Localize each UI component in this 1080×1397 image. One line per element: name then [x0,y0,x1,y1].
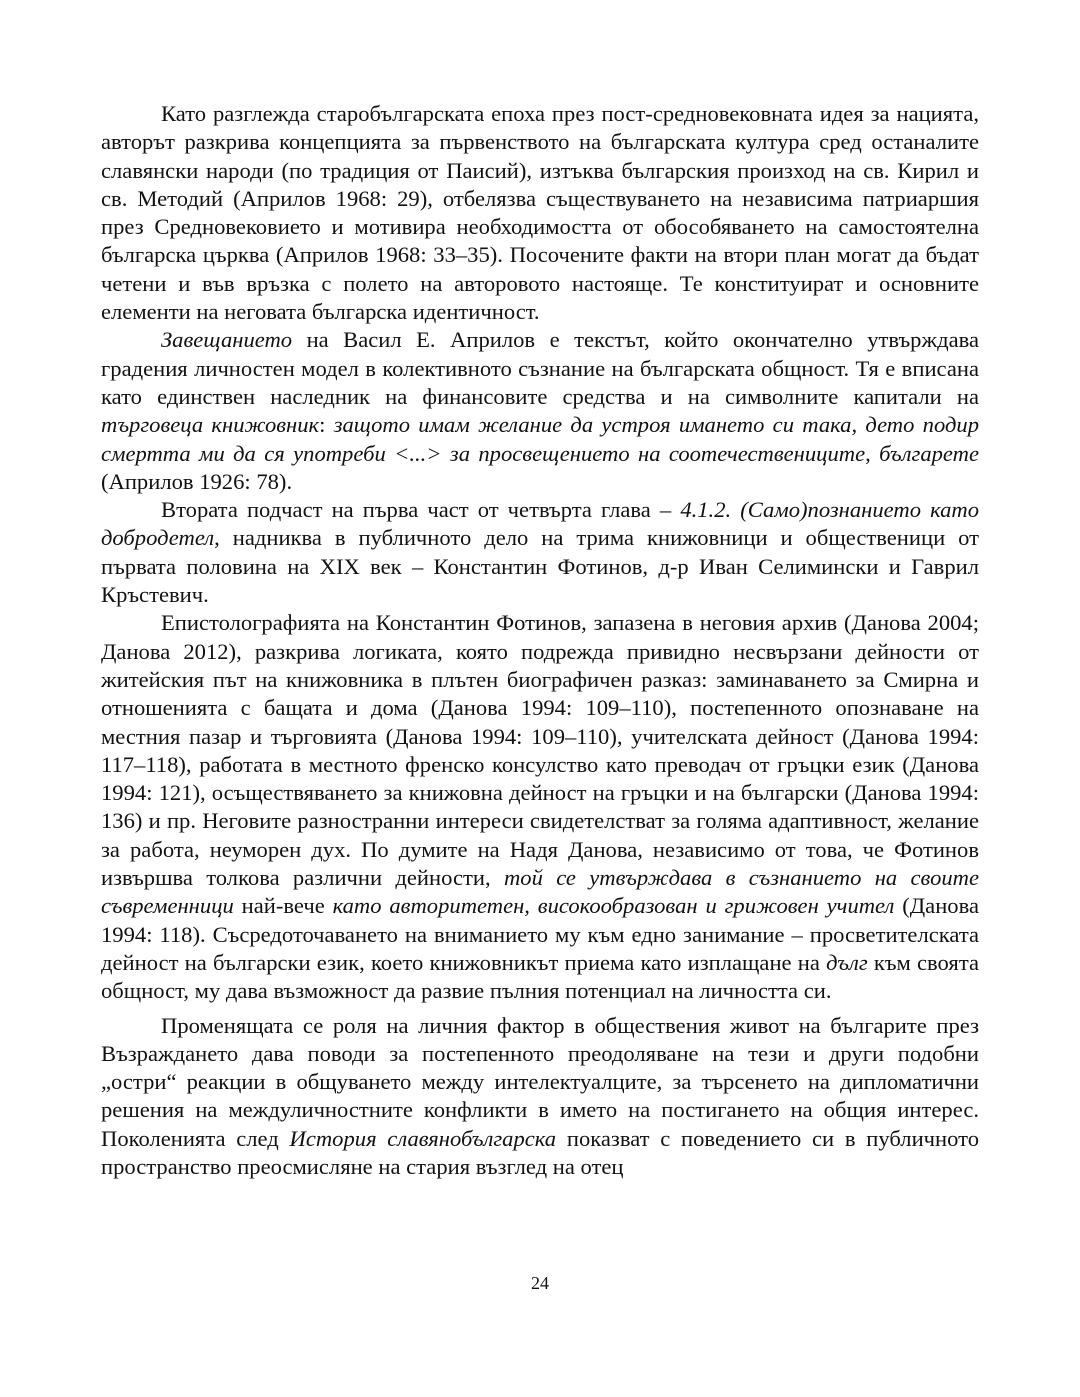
text-segment: Като разглежда старобългарската епоха през пост-средновековната идея за нацията, авторът разкрива концепцията за първенството на българската култура сред останалите славянски народи (по традиция от Паисий), изтъква българския произход на св. Кирил и св. Методий (Априлов 1968: 29), отбелязва съществуването на независима патриаршия през Средновековието и мотивира необходимостта от обособяването на самостоятелна българска църква (Априлов 1968: 33–35). Посочените факти на втори план могат да бъдат четени и във връзка с полето на авторовото настояще. Те конституират и основните елементи на неговата българска идентичност. [101,101,979,325]
paragraph-5 [101,1012,979,1182]
text-segment-italic: Завещанието [161,327,293,353]
text-segment: (Данова 1994: 118). Съсредоточаването на вниманието му към едно занимание – просветителската дейност на български език, което книжовникът приема като изплащане на [101,893,979,975]
document-page [101,100,979,1181]
paragraph-2 [101,326,979,496]
text-segment-italic: като авторитетен, високообразован и грижовен учител [332,893,895,919]
paragraph-1 [101,100,979,326]
text-segment: на Васил Е. Априлов е текстът, който окончателно утвърждава градения личностен модел в колективното съзнание на българската общност. Тя е вписана като единствен наследник на финансовите средства и на символните капитали на [101,327,979,409]
text-segment-italic: търговеца книжовник [101,412,320,438]
paragraph-3 [101,496,979,609]
text-segment-italic: дълг [826,949,868,975]
text-segment: Епистолографията на Константин Фотинов, запазена в неговия архив (Данова 2004; Данова 2012), разкрива логиката, която подрежда привидно несвързани дейности от житейския път на книжовника в плътен биографичен разказ: заминаването за Смирна и отношенията с бащата и дома (Данова 1994: 109–110), постепенното опознаване на местния пазар и търговията (Данова 1994: 109–110), учителската дейност (Данова 1994: 117–118), работата в местното френско консулство като преводач от гръцки език (Данова 1994: 121), осъществяването за книжовна дейност на гръцки и на български (Данова 1994: 136) и пр. Неговите разностранни интереси свидетелстват за голяма адаптивност, желание за работа, неуморен дух. По думите на Надя Данова, независимо от това, че Фотинов извършва толкова различни дейности, [101,610,979,891]
text-segment-italic: 4.1.2. (Само)познанието като добродетел [101,497,979,551]
paragraph-4 [101,609,979,1005]
text-segment-italic: защото имам желание да устроя имането си така, дето подир смертта ми да ся употреби <...> за просвещението на соотечествениците, българете [101,412,979,466]
text-segment: , надниква в публичното дело на трима книжовници и общественици от първата половина на XIX век – Константин Фотинов, д-р Иван Селимински и Гаврил Кръстевич. [101,525,979,608]
text-segment: най-вече [233,893,333,919]
text-segment-italic: История славянобългарска [289,1125,557,1151]
text-segment: показват с поведението си в публичното пространство преосмисляне на стария възглед на отец [101,1125,979,1179]
text-segment-italic: той се утвърждава в съзнанието на своите съвременници [101,865,980,919]
text-segment: : [319,412,334,438]
page-number: 24 [531,1273,549,1293]
text-segment: към своята общност, му дава възможност да развие пълния потенциал на личността си. [101,949,979,1004]
text-segment: Втората подчаст на първа част от четвърта глава – [161,497,681,523]
text-segment: (Априлов 1926: 78). [101,468,293,494]
text-segment: Променящата се роля на личния фактор в обществения живот на българите през Възраждането дава поводи за постепенното преодоляване на тези и други подобни „остри“ реакции в общуването между интелектуалците, за търсенето на дипломатични решения на междуличностните конфликти в името на постигането на общия интерес. Поколенията след [101,1012,979,1151]
